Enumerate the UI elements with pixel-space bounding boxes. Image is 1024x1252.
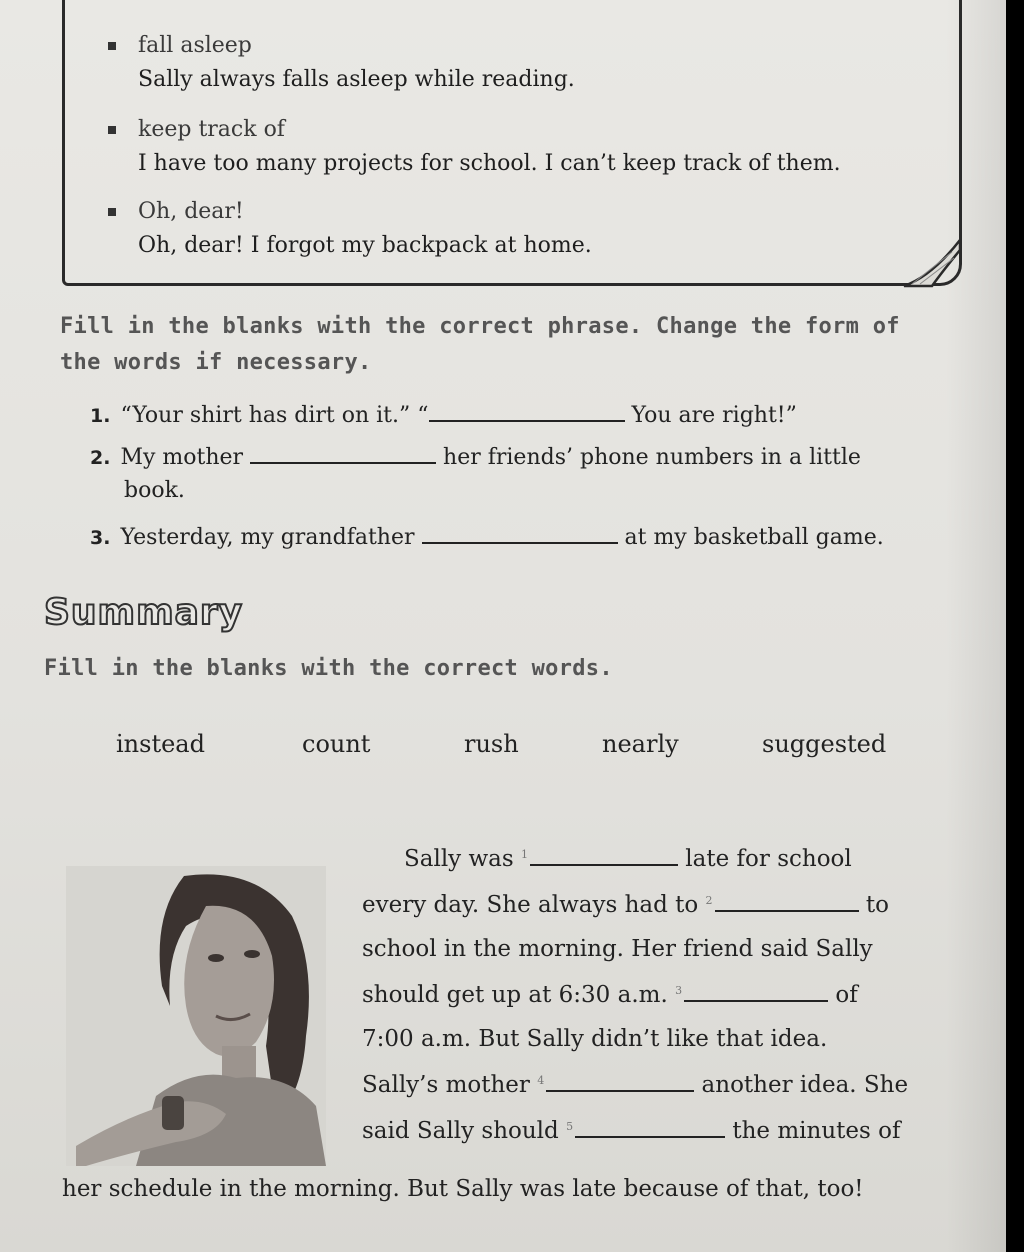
- answer-blank[interactable]: [546, 1072, 694, 1092]
- passage-line-1: Sally was $^1$ late for school: [404, 846, 852, 872]
- answer-blank[interactable]: [715, 892, 859, 912]
- word-bank-item: instead: [116, 730, 205, 758]
- answer-blank[interactable]: [422, 524, 618, 544]
- word-bank-item: nearly: [602, 730, 679, 758]
- passage-line-3: school in the morning. Her friend said Sally: [362, 936, 873, 962]
- answer-blank[interactable]: [429, 402, 625, 422]
- exercise-instruction: Fill in the blanks with the correct phrase. Change the form of: [60, 314, 900, 339]
- vocab-example: Oh, dear! I forgot my backpack at home.: [138, 233, 592, 258]
- bullet-icon: [108, 126, 116, 134]
- girl-photo: [66, 866, 326, 1166]
- passage-line-7: said Sally should $^5$ the minutes of: [362, 1118, 901, 1144]
- exercise-item-3: 3. Yesterday, my grandfather at my basketball game.: [90, 525, 884, 550]
- passage-line-8: her schedule in the morning. But Sally was late because of that, too!: [62, 1176, 864, 1202]
- passage-line-5: 7:00 a.m. But Sally didn’t like that idea.: [362, 1026, 828, 1052]
- passage-line-4: should get up at 6:30 a.m. $^3$ of: [362, 982, 858, 1008]
- passage-line-6: Sally’s mother $^4$ another idea. She: [362, 1072, 909, 1098]
- word-bank-item: count: [302, 730, 371, 758]
- vocab-term: keep track of: [138, 117, 285, 142]
- vocab-term: Oh, dear!: [138, 199, 244, 224]
- vocab-example: Sally always falls asleep while reading.: [138, 67, 575, 92]
- bullet-icon: [108, 208, 116, 216]
- vocab-example: I have too many projects for school. I can’t keep track of them.: [138, 151, 841, 176]
- passage-line-2: every day. She always had to $^2$ to: [362, 892, 889, 918]
- word-bank-item: suggested: [762, 730, 887, 758]
- vocab-term: fall asleep: [138, 33, 252, 58]
- answer-blank[interactable]: [530, 846, 678, 866]
- exercise-item-1: 1. “Your shirt has dirt on it.” “ You are right!”: [90, 403, 797, 428]
- exercise-item-2-cont: book.: [124, 478, 185, 503]
- answer-blank[interactable]: [684, 982, 828, 1002]
- answer-blank[interactable]: [575, 1118, 725, 1138]
- page-curl-icon: [902, 236, 962, 288]
- bullet-icon: [108, 42, 116, 50]
- exercise-item-2: 2. My mother her friends’ phone numbers in a little: [90, 445, 861, 470]
- summary-heading: Summary: [44, 592, 244, 633]
- answer-blank[interactable]: [250, 444, 436, 464]
- word-bank-item: rush: [464, 730, 519, 758]
- summary-instruction: Fill in the blanks with the correct words.: [44, 656, 613, 681]
- exercise-instruction-cont: the words if necessary.: [60, 350, 372, 375]
